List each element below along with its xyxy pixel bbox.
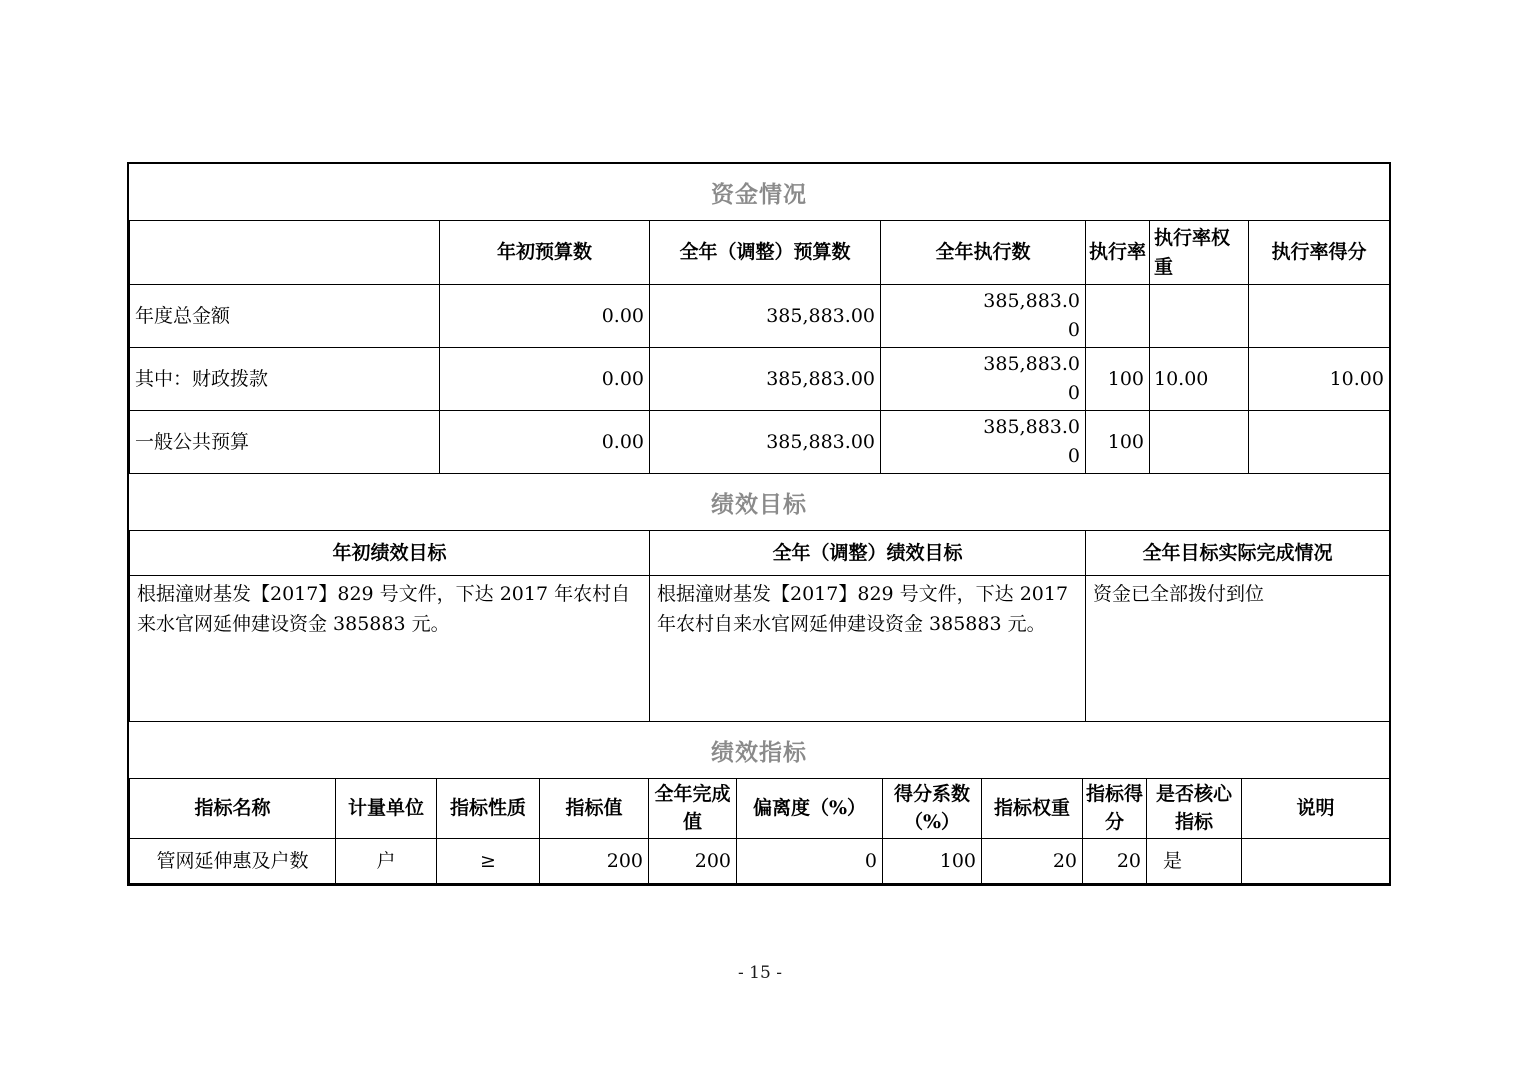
rate-score-value: 10.00 xyxy=(1249,348,1390,411)
indicators-table xyxy=(129,778,1390,884)
initial-budget-value: 0.00 xyxy=(440,348,650,411)
indicator-score: 20 xyxy=(1083,839,1147,884)
goals-header-adjusted: 全年（调整）绩效目标 xyxy=(650,531,1086,576)
adjusted-goal-text: 根据潼财基发【2017】829 号文件，下达 2017 年农村自来水官网延伸建设资金 385883 元。 xyxy=(650,576,1086,722)
funding-header-blank xyxy=(130,221,440,285)
table-row xyxy=(130,839,1390,884)
page-number: - 15 - xyxy=(738,963,782,983)
table-row xyxy=(130,348,1390,411)
goals-table xyxy=(129,530,1390,722)
indicator-is-core: 是 xyxy=(1147,839,1242,884)
adjusted-budget-value: 385,883.00 xyxy=(650,411,881,474)
executed-value xyxy=(881,411,1086,474)
funding-row-label: 年度总金额 xyxy=(130,285,440,348)
ind-header-target: 指标值 xyxy=(540,779,649,839)
funding-header-rate-weight: 执行率权重 xyxy=(1150,221,1249,285)
goals-header-completion: 全年目标实际完成情况 xyxy=(1086,531,1390,576)
funding-header-row xyxy=(130,221,1390,285)
goals-section-title: 绩效目标 xyxy=(711,491,807,518)
indicators-section-title: 绩效指标 xyxy=(711,739,807,766)
indicator-deviation: 0 xyxy=(737,839,883,884)
ind-header-unit: 计量单位 xyxy=(336,779,437,839)
executed-value-text: 385,883.00 xyxy=(983,416,1080,467)
ind-header-note: 说明 xyxy=(1242,779,1390,839)
indicator-weight: 20 xyxy=(982,839,1083,884)
executed-value-text: 385,883.00 xyxy=(983,353,1080,404)
executed-value-text: 385,883.00 xyxy=(983,290,1080,341)
indicator-score-coefficient: 100 xyxy=(883,839,982,884)
indicator-unit: 户 xyxy=(336,839,437,884)
exec-rate-value: 100 xyxy=(1086,411,1150,474)
completion-text: 资金已全部拨付到位 xyxy=(1086,576,1390,722)
initial-goal-text: 根据潼财基发【2017】829 号文件，下达 2017 年农村自来水官网延伸建设资金 385883 元。 xyxy=(130,576,650,722)
initial-budget-value: 0.00 xyxy=(440,411,650,474)
goals-header-initial: 年初绩效目标 xyxy=(130,531,650,576)
indicator-name: 管网延伸惠及户数 xyxy=(130,839,336,884)
executed-value xyxy=(881,285,1086,348)
funding-row-label: 一般公共预算 xyxy=(130,411,440,474)
adjusted-budget-value: 385,883.00 xyxy=(650,285,881,348)
funding-header-exec-rate: 执行率 xyxy=(1086,221,1150,285)
indicators-header-row xyxy=(130,779,1390,839)
ind-header-deviation: 偏离度（%） xyxy=(737,779,883,839)
rate-score-value xyxy=(1249,411,1390,474)
funding-header-adjusted-budget: 全年（调整）预算数 xyxy=(650,221,881,285)
ind-header-weight: 指标权重 xyxy=(982,779,1083,839)
table-row xyxy=(130,285,1390,348)
rate-score-value xyxy=(1249,285,1390,348)
exec-rate-value xyxy=(1086,285,1150,348)
indicator-nature: ≥ xyxy=(437,839,540,884)
initial-budget-value: 0.00 xyxy=(440,285,650,348)
rate-weight-value xyxy=(1150,285,1249,348)
ind-header-score: 指标得分 xyxy=(1083,779,1147,839)
executed-value xyxy=(881,348,1086,411)
performance-report-table xyxy=(127,162,1391,886)
ind-header-score-coefficient: 得分系数（%） xyxy=(883,779,982,839)
funding-header-initial-budget: 年初预算数 xyxy=(440,221,650,285)
ind-header-name: 指标名称 xyxy=(130,779,336,839)
ind-header-nature: 指标性质 xyxy=(437,779,540,839)
indicator-note xyxy=(1242,839,1390,884)
indicator-target-value: 200 xyxy=(540,839,649,884)
adjusted-budget-value: 385,883.00 xyxy=(650,348,881,411)
rate-weight-value xyxy=(1150,411,1249,474)
table-row xyxy=(130,576,1390,722)
table-row xyxy=(130,411,1390,474)
goals-header-row xyxy=(130,531,1390,576)
funding-section-title: 资金情况 xyxy=(711,181,807,208)
rate-weight-value: 10.00 xyxy=(1150,348,1249,411)
funding-header-executed: 全年执行数 xyxy=(881,221,1086,285)
funding-table xyxy=(129,220,1390,474)
funding-header-rate-score: 执行率得分 xyxy=(1249,221,1390,285)
exec-rate-value: 100 xyxy=(1086,348,1150,411)
indicator-completed-value: 200 xyxy=(649,839,737,884)
ind-header-completed: 全年完成值 xyxy=(649,779,737,839)
funding-row-label: 其中：财政拨款 xyxy=(130,348,440,411)
ind-header-is-core: 是否核心指标 xyxy=(1147,779,1242,839)
